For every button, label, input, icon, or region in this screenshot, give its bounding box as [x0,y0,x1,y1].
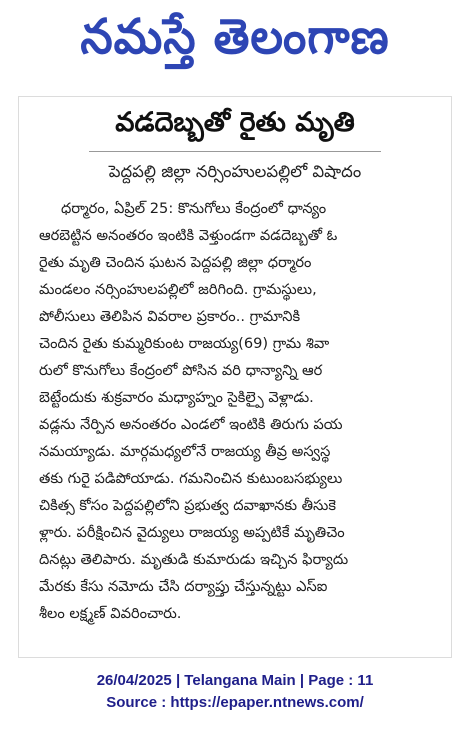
article-line: దినట్లు తెలిపారు. మృతుడి కుమారుడు ఇచ్చిన ఫిర్యాదు [39,551,349,568]
article-line: నమయ్యాడు. మార్గమధ్యలోనే రాజయ్య తీవ్ర అస్వస్థ [39,443,331,460]
article-line: తకు గురై పడిపోయాడు. గమనించిన కుటుంబసభ్యులు [39,470,343,487]
article-clipping [18,96,452,658]
source-link[interactable]: Source : https://epaper.ntnews.com/ [106,694,364,711]
article-line: ఆరబెట్టిన అనంతరం ఇంటికి వెళ్తుండగా వడదెబ్బతో ఓ [39,227,338,244]
article-line: రైతు మృతి చెందిన ఘటన పెద్దపల్లి జిల్లా ధర్మారం [39,254,312,271]
publication-info: 26/04/2025 | Telangana Main | Page : 11 [96,672,374,689]
article-line: చికిత్స కోసం పెద్దపల్లిలోని ప్రభుత్వ దవాఖానకు తీసుకె [39,497,336,514]
article-line: బెట్టేందుకు శుక్రవారం మధ్యాహ్నం సైకిల్పై వెళ్లాడు. [39,389,314,406]
article-line: ళ్లారు. పరీక్షించిన వైద్యులు రాజయ్య అప్పటికే మృతిచెం [39,524,345,541]
article-subheadline: పెద్దపల్లి జిల్లా నర్సింహులపల్లిలో విషాదం [108,162,362,181]
article-line: చెందిన రైతు కుమ్మరికుంట రాజయ్య(69) గ్రామ శివా [39,335,330,352]
article-headline: వడదెబ్బతో రైతు మృతి [115,107,355,138]
article-line: పోలీసులు తెలిపిన వివరాల ప్రకారం.. గ్రామానికి [39,308,301,325]
headline-divider [89,151,381,152]
article-line: రులో కొనుగోలు కేంద్రంలో పోసిన వరి ధాన్యాన్ని ఆర [39,362,323,379]
article-line: ధర్మారం, ఏప్రిల్ 25: కొనుగోలు కేంద్రంలో ధాన్యం [61,200,327,217]
article-line: శీలం లక్ష్మణ్ వివరించారు. [39,605,182,622]
article-body [39,195,437,627]
article-line: మేరకు కేసు నమోదు చేసి దర్యాప్తు చేస్తున్నట్టు ఎస్ఐ [39,578,328,595]
newspaper-masthead: నమస్తే తెలంగాణ [80,7,390,65]
article-line: మండలం నర్సింహులపల్లిలో జరిగింది. గ్రామస్థులు, [39,281,317,298]
article-line: వడ్లను నేర్పిన అనంతరం ఎండలో ఇంటికి తిరుగు పయ [39,416,343,433]
